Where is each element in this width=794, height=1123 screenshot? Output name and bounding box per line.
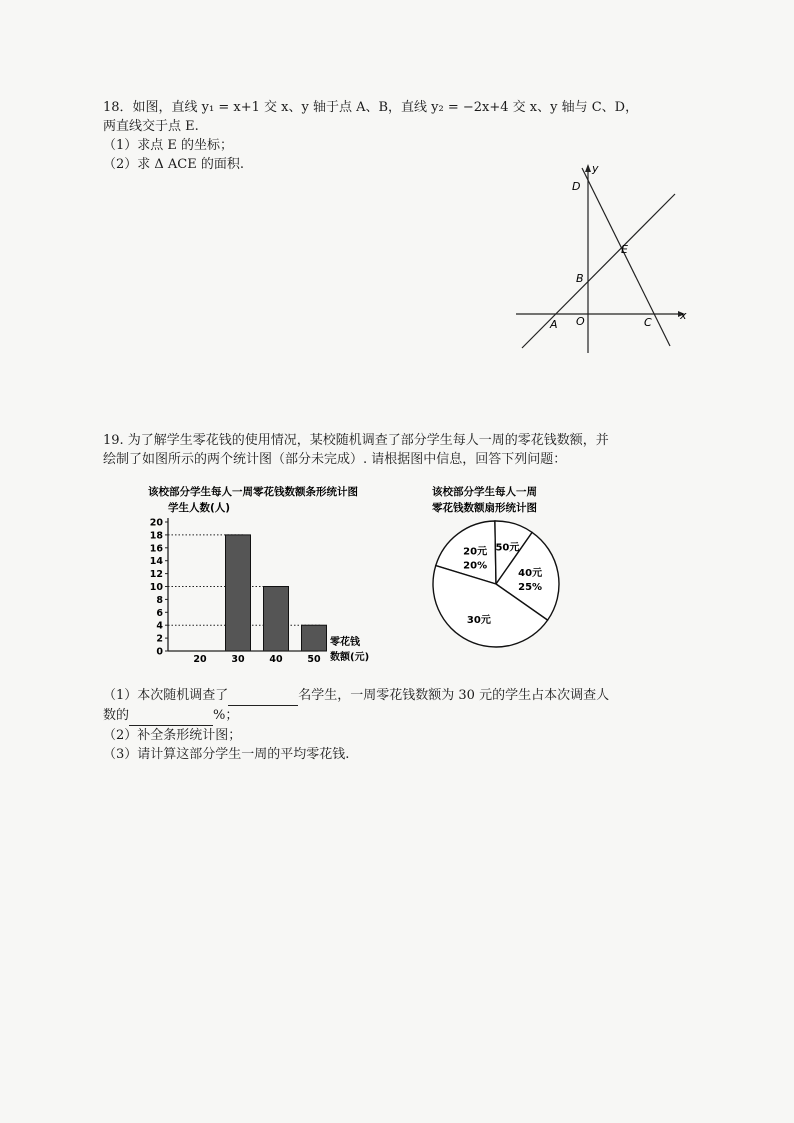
line-y2	[582, 168, 670, 346]
bar-ytick-label: 16	[149, 543, 163, 555]
q19-sub1-part-a: （1）本次随机调查了	[103, 688, 229, 703]
bar-xtick-label: 30	[231, 654, 245, 665]
bar-xtick-label: 50	[307, 654, 321, 665]
bar-chart-ylabel: 学生人数(人)	[168, 502, 231, 514]
q19-answer-blank-percent[interactable]	[129, 706, 213, 726]
q19-sub1-part-d: %；	[213, 708, 239, 723]
graph-label-D: D	[572, 180, 581, 193]
bar-chart-xlabel-line1: 零花钱	[330, 637, 360, 648]
bar-xtick-label: 40	[269, 654, 283, 665]
q19-sub2: （2）补全条形统计图；	[103, 728, 242, 743]
q18-stem-line2: 两直线交于点 E.	[103, 119, 199, 134]
graph-label-B: B	[576, 272, 584, 285]
line-y1	[522, 194, 675, 348]
question-19	[103, 431, 703, 469]
q19-sub1-line1	[103, 686, 703, 706]
bar-chart	[140, 482, 400, 668]
bar-ytick-label: 0	[156, 646, 163, 658]
graph-label-A: A	[550, 318, 558, 331]
bar-ytick-label: 6	[156, 607, 163, 619]
pie-slice-percent: 20%	[463, 560, 488, 572]
pie-slice-label: 30元	[466, 615, 491, 627]
q19-stem-line2: 绘制了如图所示的两个统计图（部分未完成）. 请根据图中信息，回答下列问题：	[103, 452, 567, 467]
pie-slice-label: 40元	[518, 567, 543, 579]
bar-ytick-label: 14	[149, 556, 163, 568]
bar-ytick-label: 10	[149, 582, 163, 593]
q19-sub1-part-b: 名学生，一周零花钱数额为 30 元的学生占本次调查人	[298, 688, 610, 703]
bar-ytick-label: 18	[149, 530, 163, 542]
q19-sub3: （3）请计算这部分学生一周的平均零花钱.	[103, 747, 350, 762]
pie-slice-percent: 25%	[518, 581, 543, 593]
pie-chart-title-line2: 零花钱数额扇形统计图	[432, 502, 537, 514]
q19-sub1-part-c: 数的	[103, 708, 130, 723]
q19-sub1-line2	[103, 706, 703, 726]
y-axis-arrow-icon	[585, 164, 591, 172]
bar-ytick-label: 4	[156, 620, 163, 632]
bar-40	[264, 587, 289, 652]
graph-label-y: y	[592, 162, 599, 175]
q18-sub2: （2）求 Δ ACE 的面积.	[103, 157, 245, 172]
bar-ytick-label: 12	[149, 569, 163, 581]
q19-subquestions	[103, 686, 703, 764]
bar-xtick-label: 20	[193, 654, 207, 665]
bar-30	[226, 535, 251, 651]
bar-50	[302, 625, 327, 651]
q19-answer-blank-count[interactable]	[228, 686, 298, 706]
bar-chart-title: 该校部分学生每人一周零花钱数额条形统计图	[148, 486, 358, 498]
bar-ytick-label: 8	[156, 594, 163, 606]
bar-ytick-label: 2	[156, 633, 163, 645]
graph-label-x: x	[680, 309, 687, 322]
pie-chart	[420, 482, 580, 658]
pie-slice-label: 50元	[495, 542, 520, 554]
pie-slice-label: 20元	[463, 546, 488, 558]
q18-stem-line1: 18．如图，直线 y₁ = x+1 交 x、y 轴于点 A、B，直线 y₂ = −2x+4 交 x、y 轴与 C、D，	[103, 100, 639, 115]
graph-label-O: O	[576, 315, 585, 328]
q18-coordinate-graph	[510, 158, 700, 358]
bar-chart-xlabel-line2: 数额(元)	[330, 652, 370, 663]
pie-chart-title-line1: 该校部分学生每人一周	[432, 486, 537, 498]
graph-label-C: C	[644, 316, 652, 329]
q19-stem-line1: 19. 为了解学生零花钱的使用情况，某校随机调查了部分学生每人一周的零花钱数额，并	[103, 433, 609, 448]
graph-label-E: E	[621, 243, 628, 256]
bar-ytick-label: 20	[149, 517, 163, 529]
q18-sub1: （1）求点 E 的坐标；	[103, 138, 234, 153]
